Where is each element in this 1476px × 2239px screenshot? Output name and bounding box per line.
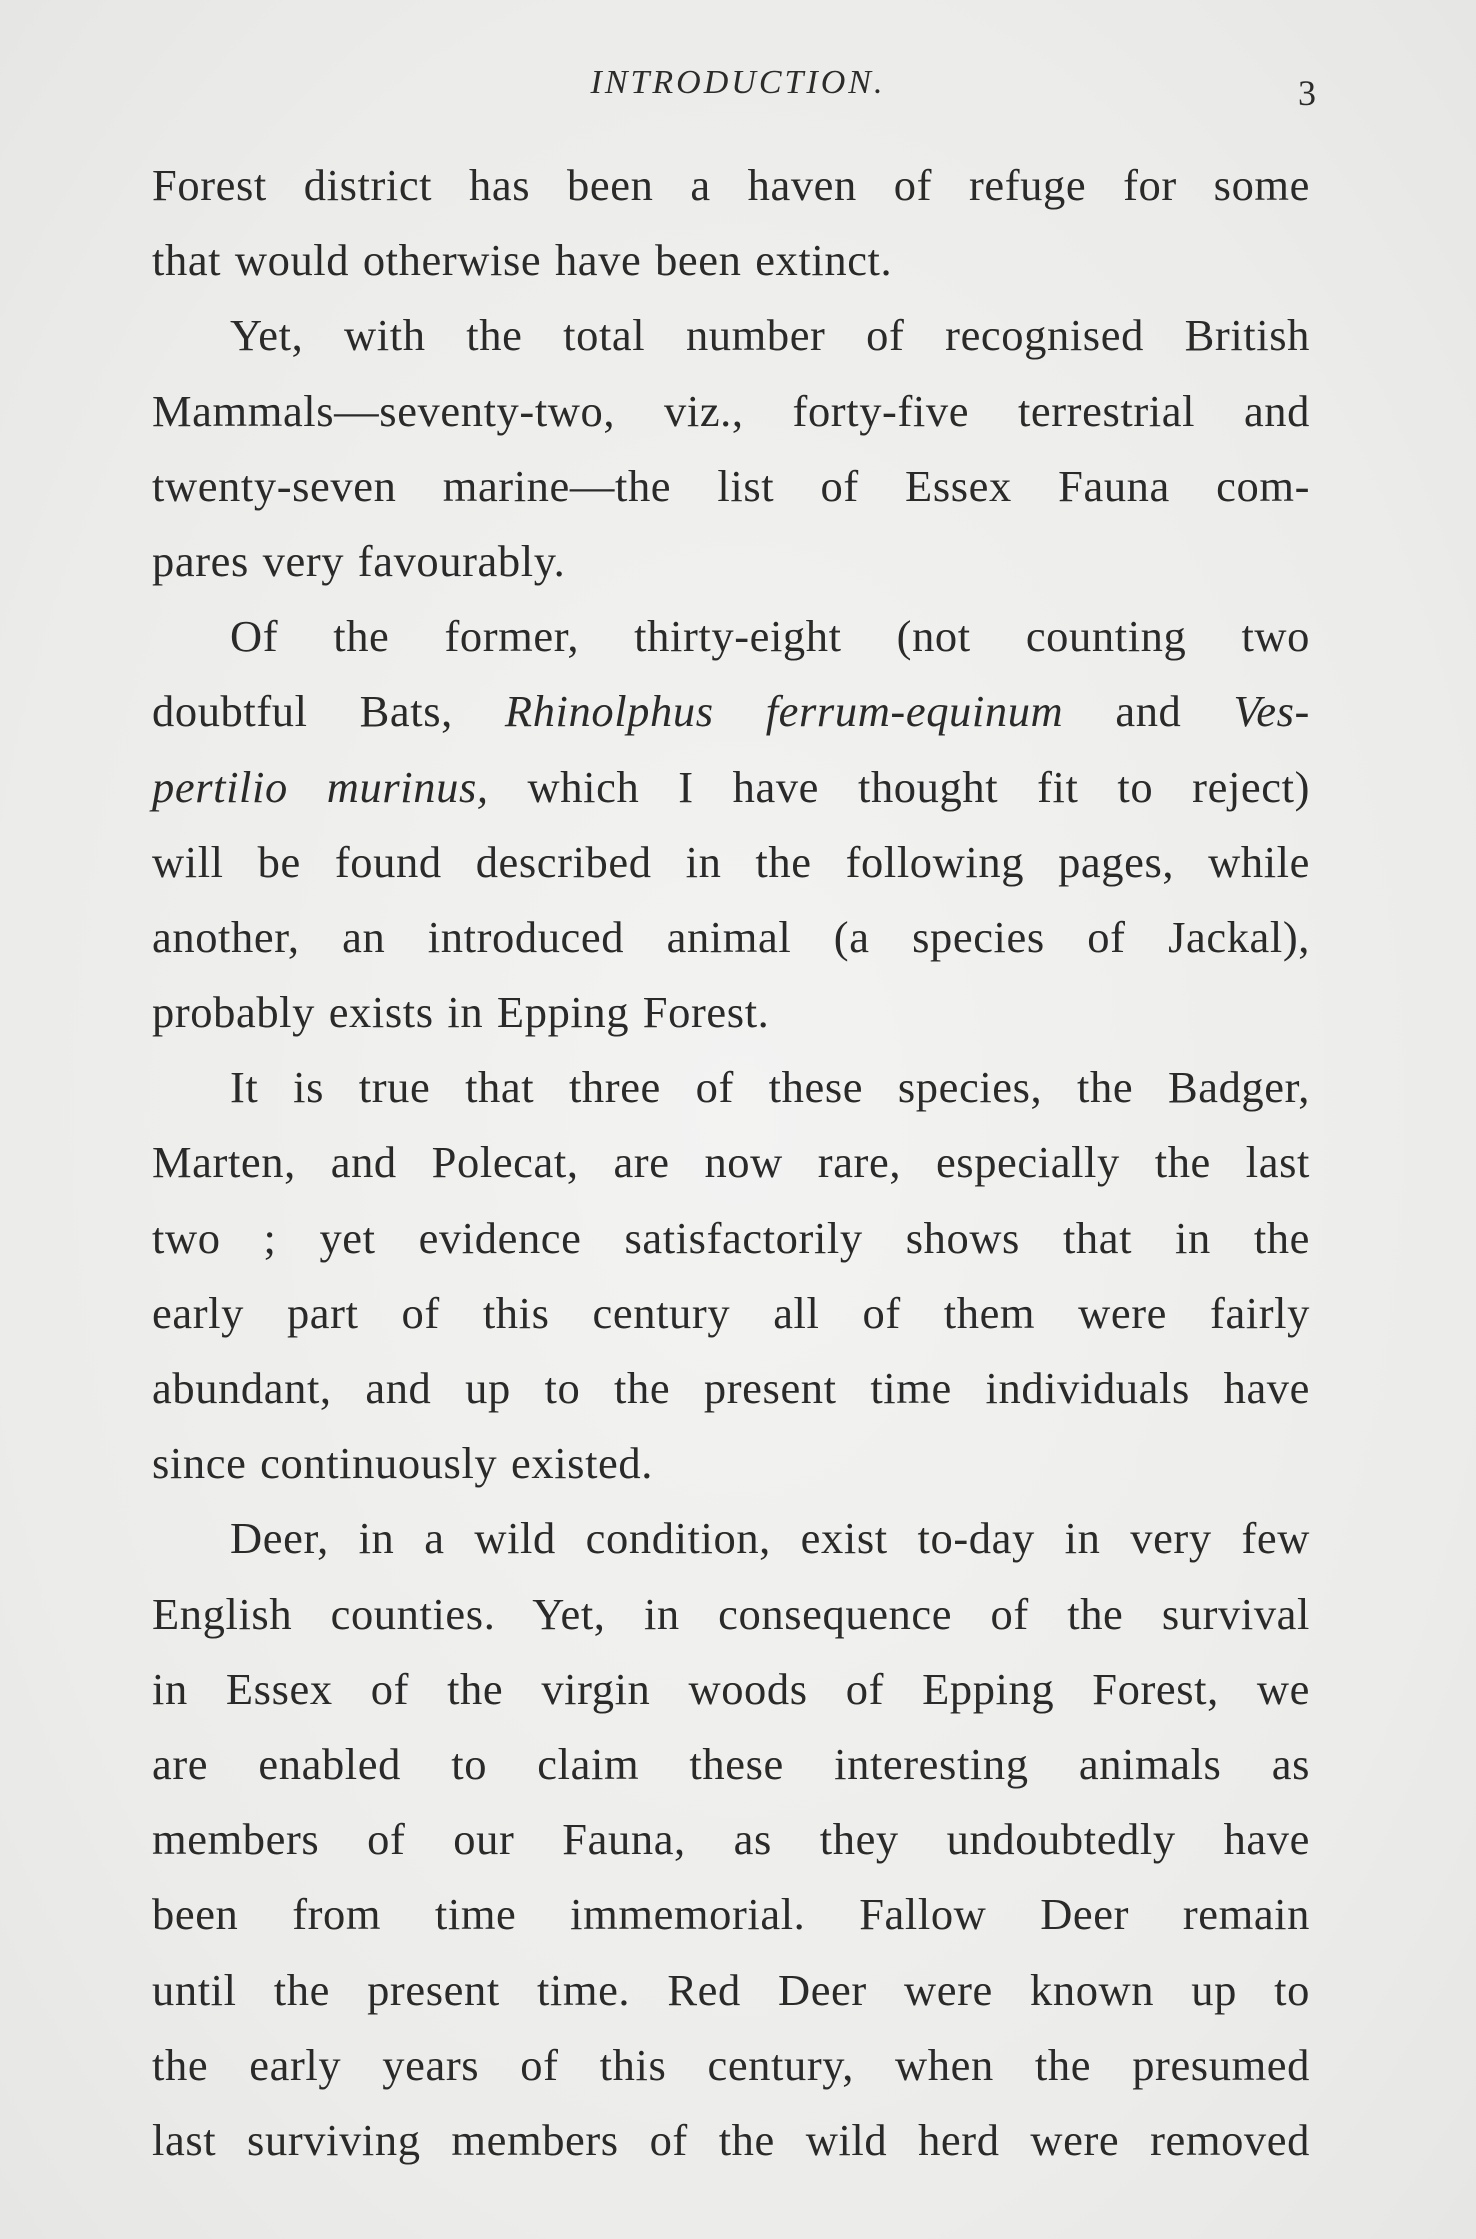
running-title: INTRODUCTION.: [590, 64, 886, 101]
text-line: Marten, and Polecat, are now rare, especially the last: [152, 1137, 1310, 1188]
text-line: until the present time. Red Deer were known up to: [152, 1964, 1310, 2015]
text-line: Forest district has been a haven of refuge for some: [152, 160, 1310, 210]
running-head: [0, 58, 1476, 118]
text-line: last surviving members of the wild herd were removed: [152, 2114, 1310, 2165]
text-line: early part of this century all of them were fairly: [152, 1287, 1310, 1338]
body-text: [152, 148, 1310, 2178]
italic-species-name: pertilio murinus,: [152, 761, 489, 812]
text-line: Mammals—seventy-two, viz., forty-five terrestrial and: [152, 385, 1310, 436]
italic-species-name: Rhinolphus ferrum-equinum: [504, 686, 1064, 737]
text-line: Yet, with the total number of recognised British: [230, 310, 1310, 361]
text-line: pares very favourably.: [152, 535, 566, 586]
text-line: members of our Fauna, as they undoubtedly have: [152, 1814, 1310, 1865]
text-line: Deer, in a wild condition, exist to-day in very few: [230, 1513, 1310, 1564]
text-line: probably exists in Epping Forest.: [152, 987, 770, 1038]
text-line: will be found described in the following pages, while: [152, 836, 1310, 887]
text-line: pertilio murinus, which I have thought fit to reject): [152, 761, 1310, 812]
italic-species-name: Ves-: [1233, 686, 1310, 737]
text-line: It is true that three of these species, the Badger,: [230, 1062, 1310, 1113]
text-line: Of the former, thirty-eight (not counting two: [230, 611, 1310, 662]
text-line: are enabled to claim these interesting animals as: [152, 1738, 1310, 1789]
text-line: twenty-seven marine—the list of Essex Fauna com-: [152, 460, 1310, 511]
text-line: that would otherwise have been extinct.: [152, 235, 893, 286]
text-line: doubtful Bats, Rhinolphus ferrum-equinum and Ves-: [152, 686, 1310, 737]
text-line: abundant, and up to the present time individuals have: [152, 1363, 1310, 1413]
text-line: another, an introduced animal (a species of Jackal),: [152, 911, 1310, 962]
text-line: the early years of this century, when the presumed: [152, 2039, 1310, 2090]
text-line: two ; yet evidence satisfactorily shows that in the: [152, 1212, 1310, 1263]
text-line: been from time immemorial. Fallow Deer remain: [152, 1889, 1310, 1940]
page-number: 3: [1298, 73, 1316, 113]
text-line: since continuously existed.: [152, 1438, 653, 1489]
text-line: in Essex of the virgin woods of Epping Forest, we: [152, 1663, 1310, 1714]
text-line: English counties. Yet, in consequence of the survival: [152, 1588, 1310, 1639]
